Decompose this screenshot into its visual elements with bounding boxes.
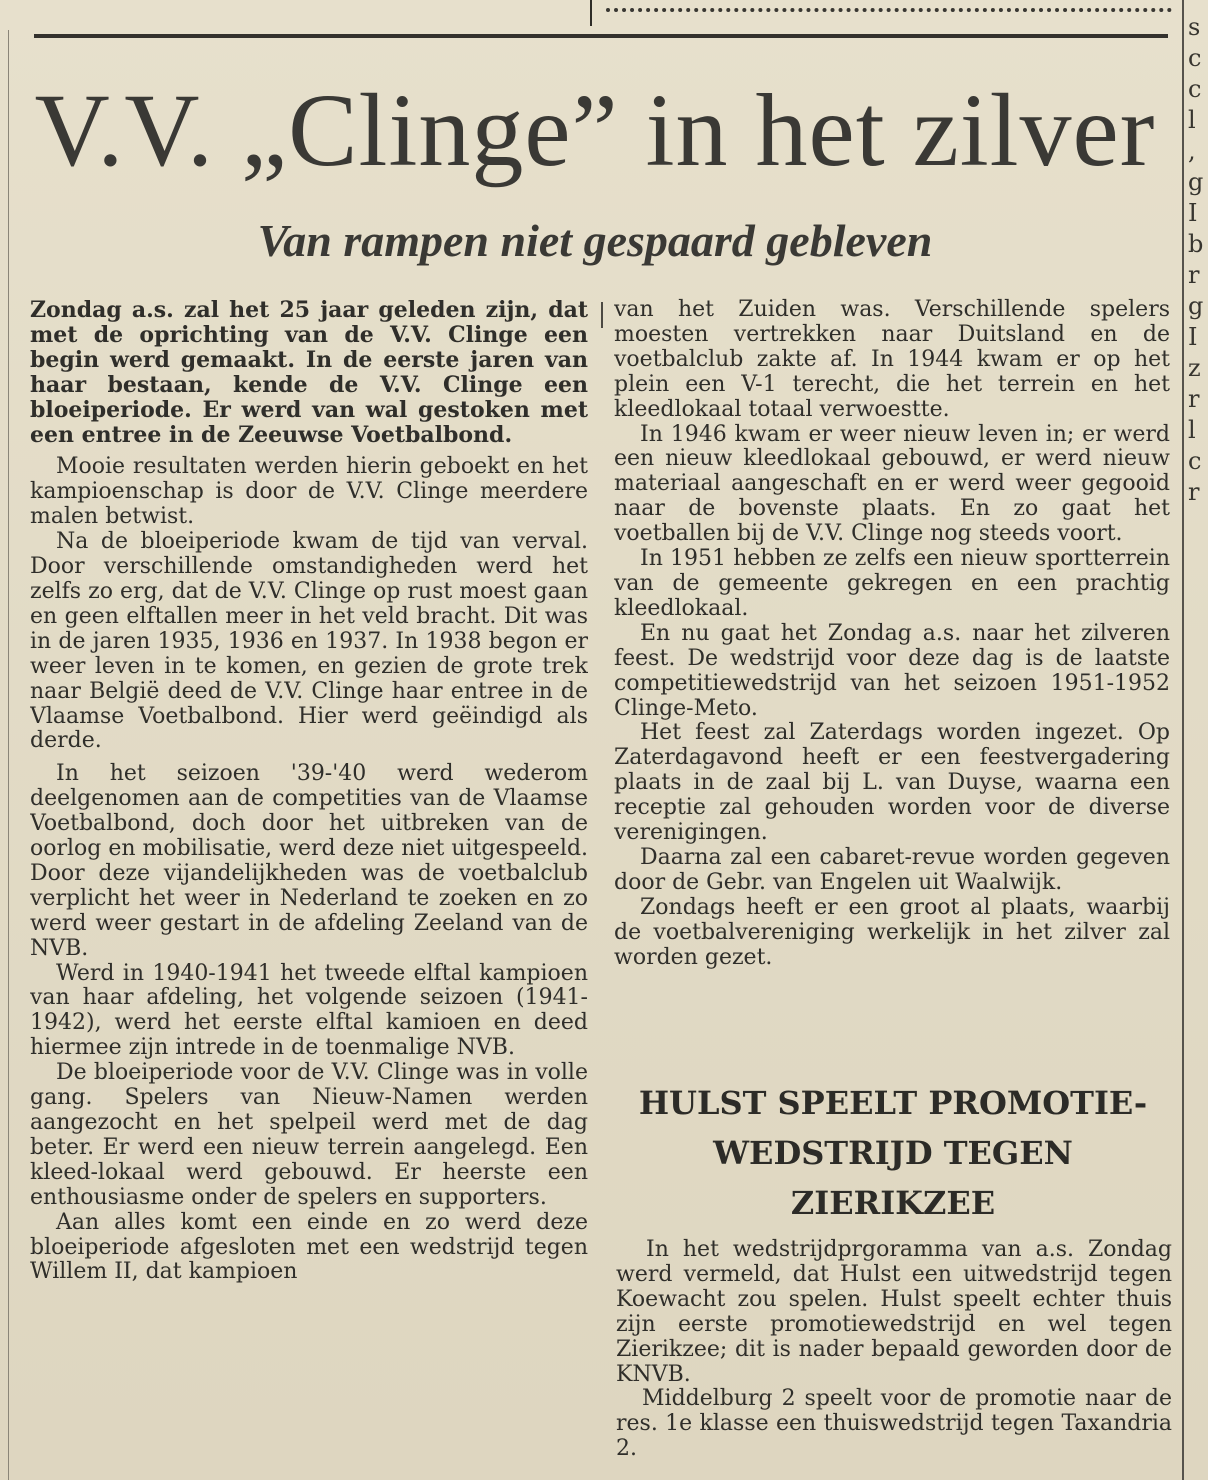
article-paragraph: In het wedstrijdprgoramma van a.s. Zondag werd vermeld, dat Hulst een uitwedstrijd tegen Koewacht zou spelen. Hulst speelt echter thuis zijn eerste promotiewedstrijd en wel tegen Zierikzee; dit is nader bepaald geworden door de KNVB.	[616, 1238, 1172, 1387]
edge-fragment: r	[1188, 385, 1200, 413]
article-paragraph: De bloeiperiode voor de V.V. Clinge was in volle gang. Spelers van Nieuw-Namen werden aangezocht en het spelpeil werd met de dag beter. Er werd een nieuw terrein aangelegd. Een kleed-lokaal werd gebouwd. Er heerste een enthousiasme onder de spelers en supporters.	[30, 1060, 588, 1210]
column-rule-top	[590, 0, 592, 26]
edge-fragment: r	[1188, 478, 1200, 506]
article-column-left	[30, 298, 588, 1480]
second-article-headline	[610, 1078, 1176, 1228]
right-border-rule	[1182, 0, 1184, 1480]
edge-fragment: I	[1188, 199, 1198, 227]
article-paragraph: Aan alles komt een einde en zo werd deze bloeiperiode afgesloten met een wedstrijd tegen Willem II, dat kampioen	[30, 1209, 588, 1285]
edge-fragment: g	[1188, 168, 1204, 196]
edge-fragment: ,	[1188, 137, 1196, 165]
column-divider	[601, 302, 603, 328]
edge-fragment: b	[1188, 230, 1204, 258]
headline-line: WEDSTRIJD TEGEN	[713, 1134, 1073, 1172]
article-paragraph: In 1951 hebben ze zelfs een nieuw sportterrein van de gemeente gekregen en een prachtig kleedlokaal.	[614, 546, 1170, 621]
edge-fragment: l	[1188, 106, 1196, 134]
article-paragraph: In het seizoen '39-'40 werd wederom deelgenomen aan de competities van de Vlaamse Voetbalbond, doch door het uitbreken van de oorlog en mobilisatie, werd deze niet uitgespeeld. Door deze vijandelijkheden was de voetbalclub verplicht het weer in Nederland te zoeken en zo werd weer gestart in de afdeling Zeeland van de NVB.	[30, 761, 588, 961]
edge-fragment: I	[1188, 323, 1198, 351]
article-paragraph: Zondags heeft er een groot al plaats, waarbij de voetbalvereniging werkelijk in het zilver zal worden gezet.	[614, 894, 1170, 970]
article-paragraph: Het feest zal Zaterdags worden ingezet. Op Zaterdagavond heeft er een feestvergadering plaats in de zaal bij L. van Duyse, waarna een receptie zal gehouden worden voor de diverse verenigingen.	[614, 720, 1170, 846]
adjacent-column-fragments	[1188, 12, 1208, 508]
edge-fragment: c	[1188, 447, 1202, 475]
edge-fragment: s	[1188, 13, 1201, 41]
headline-line: HULST SPEELT PROMOTIE-	[638, 1084, 1148, 1122]
article-headline: V.V. „Clinge” in het zilver	[34, 73, 1156, 188]
edge-fragment: z	[1188, 354, 1201, 382]
left-border-rule	[8, 30, 9, 1480]
article-column-right	[614, 298, 1170, 1058]
article-subheadline: Van rampen niet gespaard gebleven	[257, 215, 933, 266]
article-paragraph: Daarna zal een cabaret-revue worden gegeven door de Gebr. van Engelen uit Waalwijk.	[614, 844, 1170, 895]
second-article-body	[616, 1238, 1172, 1480]
article-paragraph: Na de bloeiperiode kwam de tijd van verval. Door verschillende omstandigheden werd het zelfs zo erg, dat de V.V. Clinge op rust moest gaan en geen elftallen meer in het veld bracht. Dit was in de jaren 1935, 1936 en 1937. In 1938 begon er weer leven in te komen, en gezien de grote trek naar België deed de V.V. Clinge haar entree in de Vlaamse Voetbalbond. Hier werd geëindigd als derde.	[30, 529, 588, 754]
article-paragraph: Middelburg 2 speelt voor de promotie naar de res. 1e klasse een thuiswedstrijd tegen Taxandria 2.	[616, 1386, 1172, 1462]
edge-fragment: g	[1188, 292, 1204, 320]
headline-line: ZIERIKZEE	[790, 1184, 996, 1222]
headline-rule	[34, 34, 1168, 38]
edge-fragment: r	[1188, 261, 1200, 289]
article-paragraph: Zondag a.s. zal het 25 jaar geleden zijn, dat met de oprichting van de V.V. Clinge een begin werd gemaakt. In de eerste jaren van haar bestaan, kende de V.V. Clinge een bloeiperiode. Er werd van wal gestoken met een entree in de Zeeuwse Voetbalbond.	[30, 298, 588, 448]
article-paragraph: Werd in 1940-1941 het tweede elftal kampioen van haar afdeling, het volgende seizoen (1941-1942), werd het eerste elftal kamioen en deed hiermee zijn intrede in de toenmalige NVB.	[30, 960, 588, 1061]
article-paragraph: Mooie resultaten werden hierin geboekt en het kampioenschap is door de V.V. Clinge meerdere malen betwist.	[30, 454, 588, 530]
edge-fragment: c	[1188, 75, 1202, 103]
edge-fragment: c	[1188, 44, 1202, 72]
article-paragraph: En nu gaat het Zondag a.s. naar het zilveren feest. De wedstrijd voor deze dag is de laatste competitiewedstrijd van het seizoen 1951-1952 Clinge-Meto.	[614, 620, 1170, 721]
dotted-border-top	[606, 0, 1172, 12]
edge-fragment: l	[1188, 416, 1196, 444]
article-paragraph: van het Zuiden was. Verschillende spelers moesten vertrekken naar Duitsland en de voetbalclub zakte af. In 1944 kwam er op het plein een V-1 terecht, die het terrein en het kleedlokaal totaal verwoestte.	[614, 298, 1170, 422]
article-paragraph: In 1946 kwam er weer nieuw leven in; er werd een nieuw kleedlokaal gebouwd, er werd nieuw materiaal aangeschaft en er werd weer gegooid naar de bovenste plaats. En zo gaat het voetballen bij de V.V. Clinge nog steeds voort.	[614, 421, 1170, 547]
